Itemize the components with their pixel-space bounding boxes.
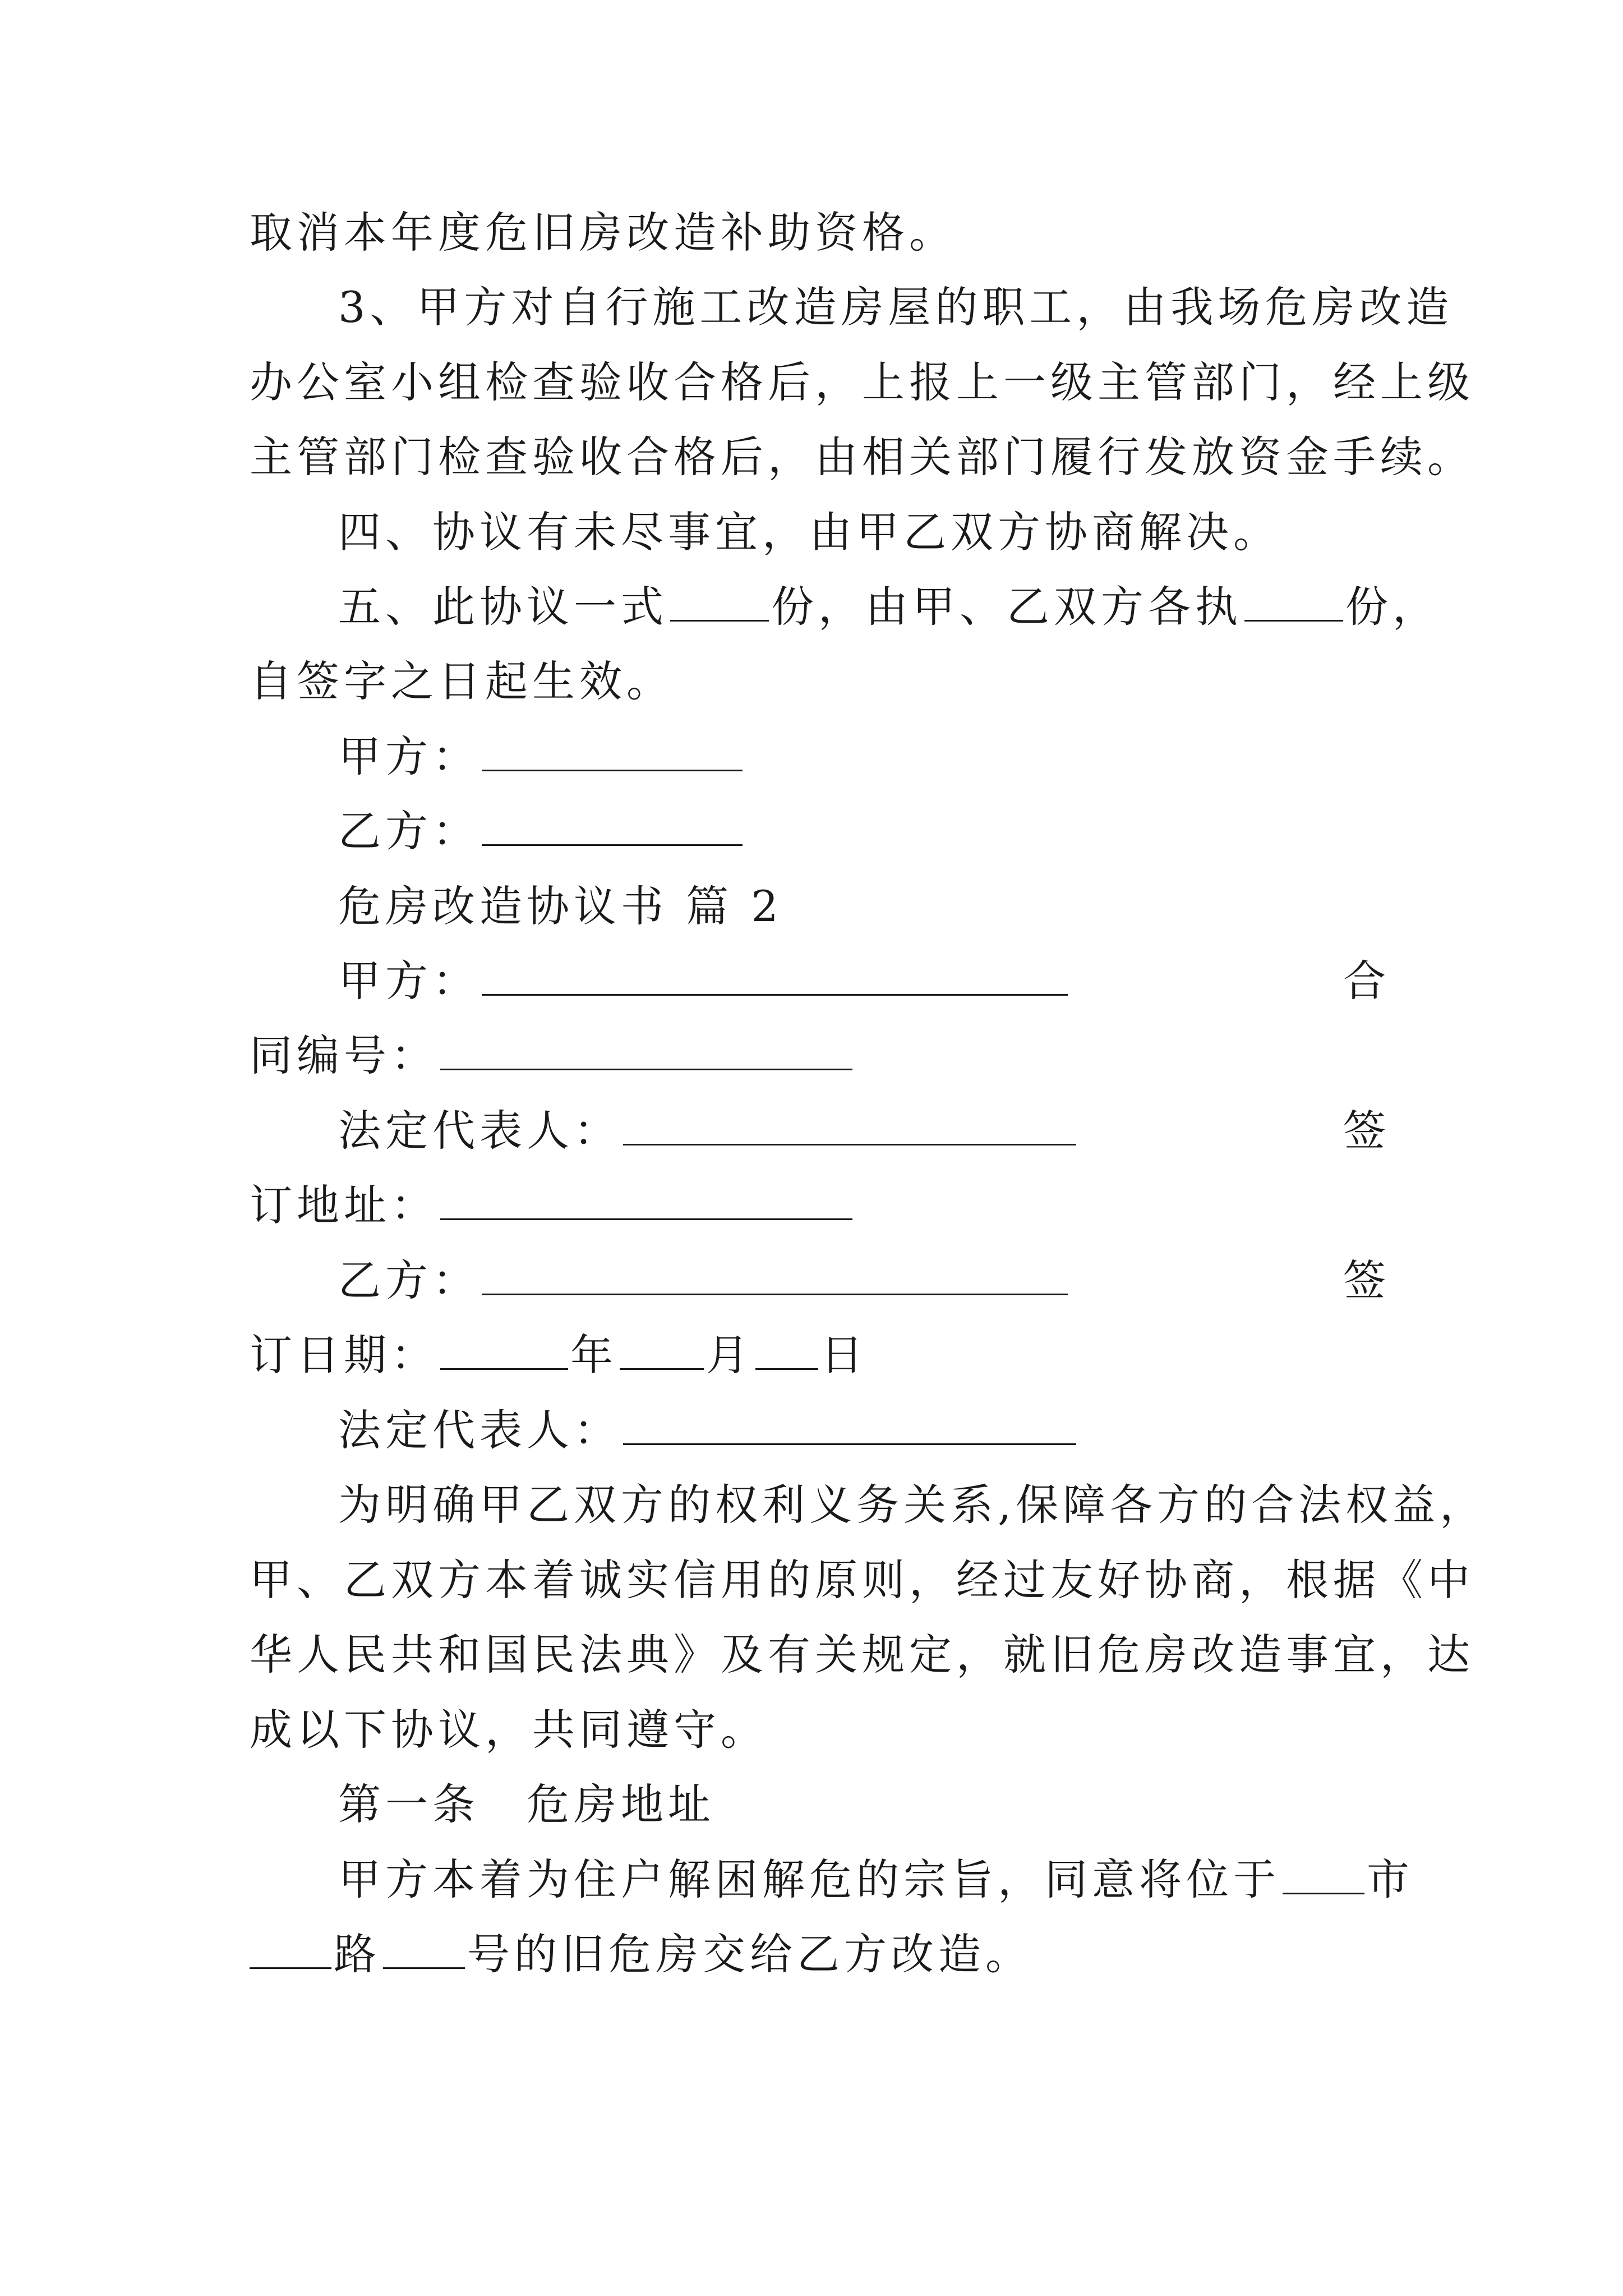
label: 订日期：: [250, 1330, 438, 1380]
fill-blank: [440, 1028, 852, 1070]
fill-blank: [670, 579, 769, 622]
fill-blank: [482, 804, 743, 846]
paragraph-line: 华人民共和国民法典》及有关规定，就旧危房改造事宜，达: [250, 1630, 1474, 1680]
label: 同编号：: [250, 1030, 438, 1080]
label: 甲方：: [338, 956, 479, 1006]
contract-no-line: [250, 1028, 855, 1084]
signature-line-b: [338, 803, 745, 859]
section-heading: 危房改造协议书 篇 2: [338, 881, 783, 931]
label: 订地址：: [250, 1180, 438, 1230]
fill-blank: [623, 1403, 1076, 1445]
party-a-line: [338, 953, 1070, 1009]
signature-line-a: [338, 729, 745, 785]
label: 年: [570, 1330, 617, 1380]
text-segment: 份，: [1345, 582, 1440, 632]
fill-blank: [482, 1253, 1068, 1295]
text-segment: 市: [1367, 1855, 1414, 1904]
article-heading: 第一条 危房地址: [338, 1779, 715, 1829]
legal-rep-line: [338, 1402, 1078, 1458]
party-b-line: [338, 1253, 1070, 1309]
paragraph-line: 成以下协议，共同遵守。: [250, 1705, 768, 1755]
label: 乙方：: [338, 806, 479, 856]
text-segment: 甲方本着为住户解困解危的宗旨，同意将位于: [338, 1855, 1280, 1904]
sign-date-line: [250, 1327, 868, 1383]
label: 法定代表人：: [338, 1106, 621, 1156]
fill-blank: [1244, 579, 1343, 622]
fill-blank: [383, 1927, 465, 1969]
label: 月: [706, 1330, 753, 1380]
paragraph-line: 主管部门检查验收合格后，由相关部门履行发放资金手续。: [250, 432, 1474, 482]
paragraph-line: 取消本年度危旧房改造补助资格。: [250, 208, 956, 257]
label: 乙方：: [338, 1255, 479, 1305]
label: 法定代表人：: [338, 1405, 621, 1455]
wrapped-char: 合: [1343, 956, 1386, 1006]
paragraph-line: [338, 579, 1440, 635]
wrapped-char: 签: [1343, 1255, 1386, 1305]
wrapped-char: 签: [1343, 1106, 1386, 1156]
fill-blank: [440, 1178, 852, 1220]
legal-rep-line: [338, 1103, 1078, 1159]
fill-blank: [440, 1328, 568, 1370]
text-segment: 五、此协议一式: [338, 582, 668, 632]
fill-blank: [623, 1103, 1076, 1145]
text-segment: 份，由甲、乙双方各执: [771, 582, 1242, 632]
paragraph-line: [250, 1926, 1032, 1982]
paragraph-line: 甲、乙双方本着诚实信用的原则，经过友好协商，根据《中: [250, 1555, 1474, 1605]
paragraph-line: 3、甲方对自行施工改造房屋的职工，由我场危房改造: [338, 282, 1454, 332]
sign-address-line: [250, 1177, 855, 1234]
fill-blank: [1283, 1852, 1364, 1894]
paragraph-line: 办公室小组检查验收合格后，上报上一级主管部门，经上级: [250, 357, 1474, 407]
fill-blank: [482, 954, 1068, 996]
paragraph-line: 四、协议有未尽事宜，由甲乙双方协商解决。: [338, 507, 1280, 557]
text-segment: 号的旧危房交给乙方改造。: [467, 1929, 1032, 1979]
paragraph-line: 自签字之日起生效。: [250, 656, 674, 706]
fill-blank: [620, 1328, 704, 1370]
label: 甲方：: [338, 731, 479, 781]
paragraph-line: 为明确甲乙双方的权利义务关系,保障各方的合法权益，: [338, 1480, 1487, 1530]
fill-blank: [482, 729, 743, 771]
fill-blank: [250, 1927, 331, 1969]
text-segment: 路: [334, 1929, 381, 1979]
label: 日: [820, 1330, 868, 1380]
fill-blank: [755, 1328, 818, 1370]
paragraph-line: [338, 1852, 1414, 1908]
